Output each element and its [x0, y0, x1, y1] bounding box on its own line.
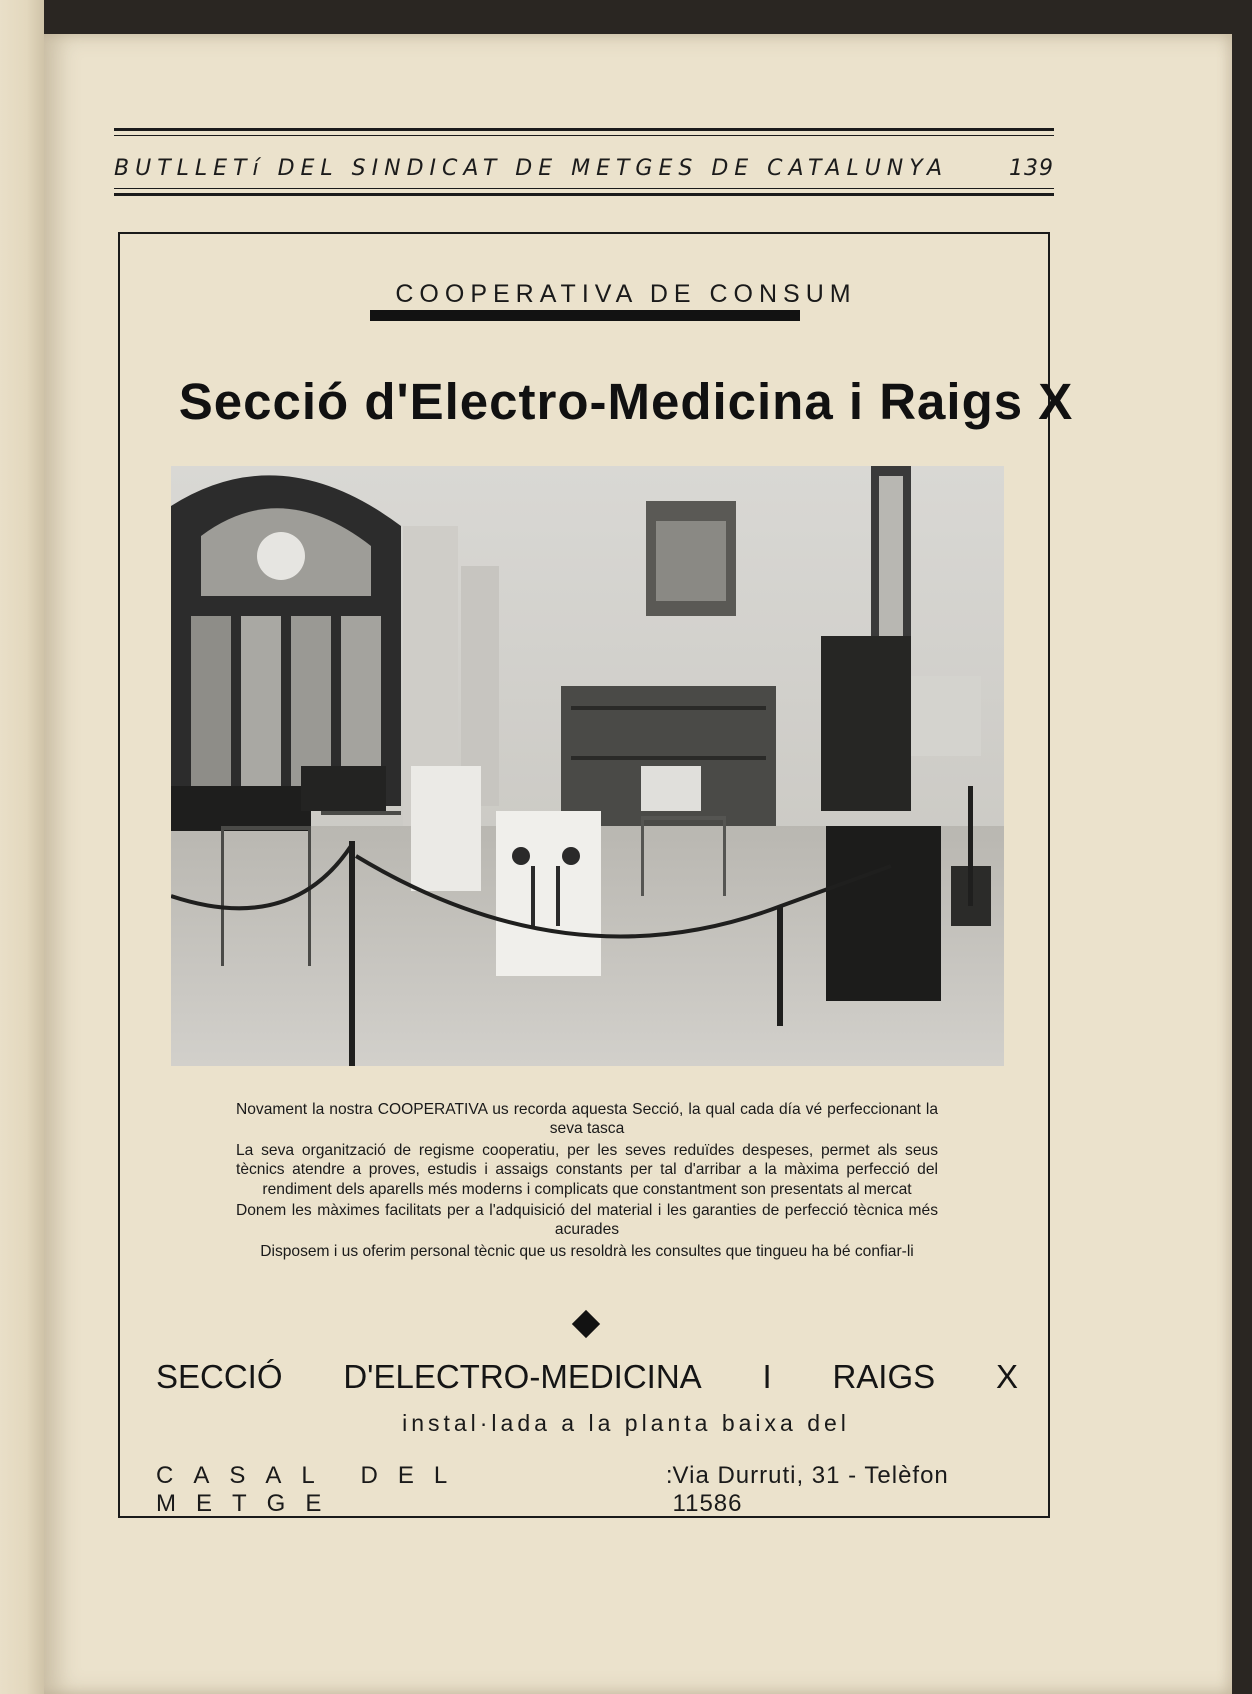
kicker-underline-bar	[370, 310, 800, 321]
running-head	[114, 152, 1054, 184]
cooperative-kicker: COOPERATIVA DE CONSUM	[395, 280, 857, 308]
address-separator: :	[665, 1462, 673, 1489]
ad-headline: Secció d'Electro-Medicina i Raigs X	[178, 373, 1074, 430]
paragraph-intro: Novament la nostra COOPERATIVA us recorda aquesta Secció, la qual cada día vé perfeccionant la seva tasca	[236, 1101, 938, 1138]
header-bottom-rule-thick	[114, 193, 1054, 196]
page-number: 139	[1009, 155, 1054, 181]
journal-title: BUTLLETí DEL SINDICAT DE METGES DE CATALUNYA	[114, 155, 949, 181]
showroom-photograph	[171, 466, 1004, 1066]
street-address-phone: Via Durruti, 31 - Telèfon 11586	[672, 1462, 949, 1517]
section-word: D'ELECTRO-MEDICINA	[343, 1358, 702, 1395]
section-word: I	[762, 1358, 772, 1395]
paragraph-facilities: Donem les màximes facilitats per a l'adquisició del material i les garanties de perfecció tècnica més acurades	[236, 1202, 938, 1239]
ad-body-text	[236, 1100, 938, 1263]
installed-location-line: instal·lada a la planta baixa del	[402, 1410, 850, 1436]
section-word: RAIGS	[832, 1358, 936, 1395]
header-bottom-rule	[114, 188, 1054, 189]
paragraph-organization: La seva organització de regisme cooperatiu, per les seves reduïdes despeses, permet als seus tècnics atendre a proves, estudis i assaigs constants per tal d'arribar a la màxima perfecció del rendiment dels aparells més moderns i complicats que constantment son presentats al mercat	[236, 1141, 938, 1198]
section-name-banner	[156, 1358, 1018, 1396]
book-spine-margin	[0, 0, 44, 1694]
section-word: X	[995, 1358, 1018, 1395]
paragraph-technical-staff: Disposem i us oferim personal tècnic que us resoldrà les consultes que tingueu ha bé confiar-li	[260, 1242, 914, 1260]
section-word: SECCIÓ	[156, 1358, 283, 1395]
address-line	[156, 1462, 1018, 1518]
casal-del-metge: CASAL DEL METGE	[156, 1462, 467, 1517]
header-top-rule-thin	[114, 135, 1054, 136]
header-top-rule	[114, 128, 1054, 131]
